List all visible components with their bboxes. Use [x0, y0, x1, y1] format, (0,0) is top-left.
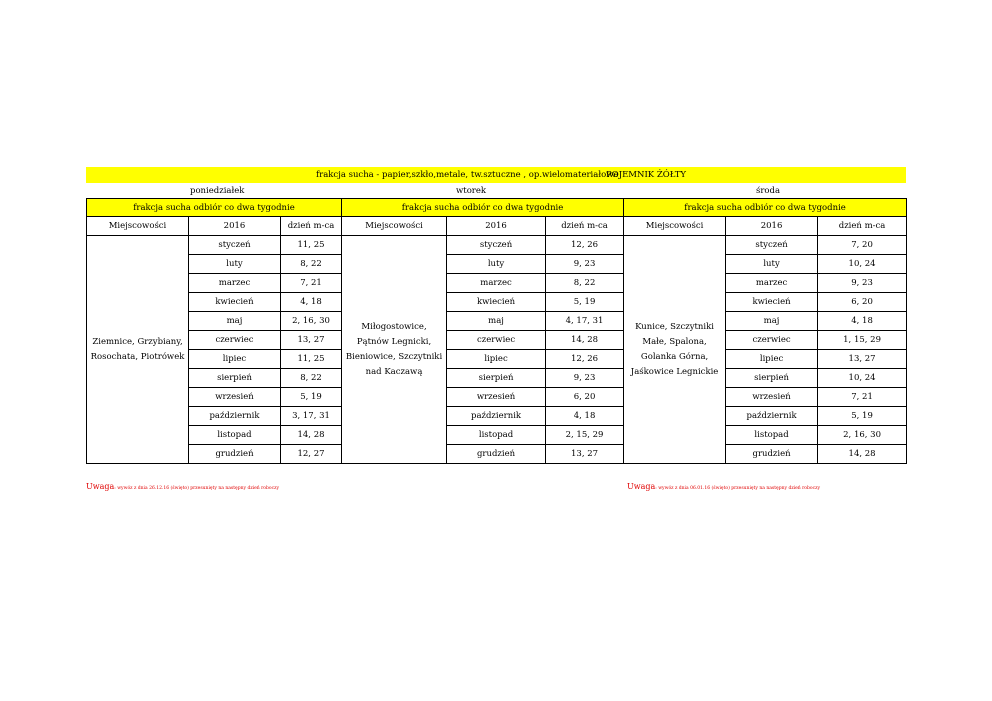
- month-row: [87, 369, 907, 388]
- dates-cell: 7, 21: [818, 388, 907, 407]
- dates-cell: 14, 28: [818, 445, 907, 464]
- collection-schedule-table: [86, 198, 907, 464]
- banner-title: frakcja sucha - papier,szkło,metale, tw.sztuczne , op.wielomateriałowe: [316, 170, 619, 180]
- month-cell: grudzień: [189, 445, 281, 464]
- month-cell: listopad: [447, 426, 546, 445]
- weekday-monday: poniedziałek: [190, 186, 245, 196]
- dates-cell: 1, 15, 29: [818, 331, 907, 350]
- month-row: [87, 293, 907, 312]
- dates-cell: 7, 20: [818, 236, 907, 255]
- month-cell: marzec: [447, 274, 546, 293]
- dates-cell: 4, 17, 31: [546, 312, 624, 331]
- locations-cell: Ziemnice, Grzybiany, Rosochata, Piotrówek: [87, 236, 189, 464]
- month-cell: styczeń: [726, 236, 818, 255]
- dates-cell: 5, 19: [546, 293, 624, 312]
- dates-cell: 6, 20: [818, 293, 907, 312]
- dates-cell: 8, 22: [281, 255, 342, 274]
- column-header-locations: Miejscowości: [342, 217, 447, 236]
- weekday-row: [86, 183, 906, 198]
- dates-cell: 9, 23: [546, 369, 624, 388]
- month-cell: luty: [189, 255, 281, 274]
- month-cell: grudzień: [447, 445, 546, 464]
- dates-cell: 13, 27: [546, 445, 624, 464]
- schedule-sheet: [86, 167, 906, 464]
- month-cell: czerwiec: [189, 331, 281, 350]
- month-cell: lipiec: [726, 350, 818, 369]
- dates-cell: 14, 28: [546, 331, 624, 350]
- dates-cell: 2, 15, 29: [546, 426, 624, 445]
- month-row: [87, 255, 907, 274]
- month-row: [87, 236, 907, 255]
- dates-cell: 11, 25: [281, 350, 342, 369]
- column-header-locations: Miejscowości: [624, 217, 726, 236]
- frequency-row: [87, 199, 907, 217]
- month-cell: luty: [726, 255, 818, 274]
- weekday-tuesday: wtorek: [456, 186, 487, 196]
- note-text: : wywóz z dnia 26.12.16 (święto) przesunięty na następny dzień roboczy: [114, 486, 280, 491]
- dates-cell: 8, 22: [546, 274, 624, 293]
- dates-cell: 11, 25: [281, 236, 342, 255]
- month-cell: styczeń: [189, 236, 281, 255]
- column-header-year: 2016: [726, 217, 818, 236]
- month-cell: maj: [726, 312, 818, 331]
- schedule-banner: [86, 167, 906, 183]
- month-cell: sierpień: [447, 369, 546, 388]
- note-text: : wywóz z dnia 06.01.16 (święto) przesunięty na następny dzień roboczy: [655, 486, 821, 491]
- month-row: [87, 407, 907, 426]
- frequency-header: frakcja sucha odbiór co dwa tygodnie: [624, 199, 907, 217]
- month-cell: sierpień: [189, 369, 281, 388]
- month-cell: wrzesień: [447, 388, 546, 407]
- month-cell: kwiecień: [189, 293, 281, 312]
- note-label: Uwaga: [627, 482, 656, 491]
- dates-cell: 3, 17, 31: [281, 407, 342, 426]
- column-header-day: dzień m-ca: [546, 217, 624, 236]
- dates-cell: 9, 23: [818, 274, 907, 293]
- month-cell: listopad: [189, 426, 281, 445]
- dates-cell: 8, 22: [281, 369, 342, 388]
- column-header-year: 2016: [447, 217, 546, 236]
- dates-cell: 2, 16, 30: [818, 426, 907, 445]
- month-cell: marzec: [189, 274, 281, 293]
- dates-cell: 12, 27: [281, 445, 342, 464]
- month-cell: sierpień: [726, 369, 818, 388]
- column-header-row: [87, 217, 907, 236]
- dates-cell: 13, 27: [281, 331, 342, 350]
- note-right: [627, 482, 820, 491]
- month-row: [87, 388, 907, 407]
- column-header-locations: Miejscowości: [87, 217, 189, 236]
- container-label: POJEMNIK ŻÓŁTY: [606, 170, 686, 180]
- dates-cell: 7, 21: [281, 274, 342, 293]
- month-row: [87, 312, 907, 331]
- weekday-wednesday: środa: [756, 186, 781, 196]
- month-cell: styczeń: [447, 236, 546, 255]
- month-cell: październik: [726, 407, 818, 426]
- locations-cell: Kunice, Szczytniki Małe, Spalona, Golanka Górna, Jaśkowice Legnickie: [624, 236, 726, 464]
- month-cell: luty: [447, 255, 546, 274]
- dates-cell: 4, 18: [281, 293, 342, 312]
- month-cell: wrzesień: [189, 388, 281, 407]
- month-cell: grudzień: [726, 445, 818, 464]
- month-cell: październik: [447, 407, 546, 426]
- dates-cell: 9, 23: [546, 255, 624, 274]
- dates-cell: 5, 19: [281, 388, 342, 407]
- frequency-header: frakcja sucha odbiór co dwa tygodnie: [342, 199, 624, 217]
- month-cell: maj: [189, 312, 281, 331]
- dates-cell: 14, 28: [281, 426, 342, 445]
- month-cell: czerwiec: [447, 331, 546, 350]
- frequency-header: frakcja sucha odbiór co dwa tygodnie: [87, 199, 342, 217]
- dates-cell: 6, 20: [546, 388, 624, 407]
- dates-cell: 12, 26: [546, 236, 624, 255]
- dates-cell: 2, 16, 30: [281, 312, 342, 331]
- note-left: [86, 482, 279, 491]
- dates-cell: 13, 27: [818, 350, 907, 369]
- month-cell: listopad: [726, 426, 818, 445]
- month-cell: marzec: [726, 274, 818, 293]
- note-label: Uwaga: [86, 482, 115, 491]
- month-cell: kwiecień: [726, 293, 818, 312]
- month-cell: lipiec: [189, 350, 281, 369]
- dates-cell: 10, 24: [818, 369, 907, 388]
- dates-cell: 4, 18: [546, 407, 624, 426]
- month-row: [87, 426, 907, 445]
- month-cell: kwiecień: [447, 293, 546, 312]
- locations-cell: Miłogostowice, Pątnów Legnicki, Bieniowice, Szczytniki nad Kaczawą: [342, 236, 447, 464]
- column-header-day: dzień m-ca: [281, 217, 342, 236]
- month-cell: wrzesień: [726, 388, 818, 407]
- column-header-day: dzień m-ca: [818, 217, 907, 236]
- column-header-year: 2016: [189, 217, 281, 236]
- month-row: [87, 331, 907, 350]
- dates-cell: 4, 18: [818, 312, 907, 331]
- dates-cell: 12, 26: [546, 350, 624, 369]
- month-cell: październik: [189, 407, 281, 426]
- month-cell: maj: [447, 312, 546, 331]
- schedule-body: [87, 199, 907, 464]
- month-row: [87, 350, 907, 369]
- month-cell: lipiec: [447, 350, 546, 369]
- month-row: [87, 274, 907, 293]
- dates-cell: 10, 24: [818, 255, 907, 274]
- month-row: [87, 445, 907, 464]
- month-cell: czerwiec: [726, 331, 818, 350]
- dates-cell: 5, 19: [818, 407, 907, 426]
